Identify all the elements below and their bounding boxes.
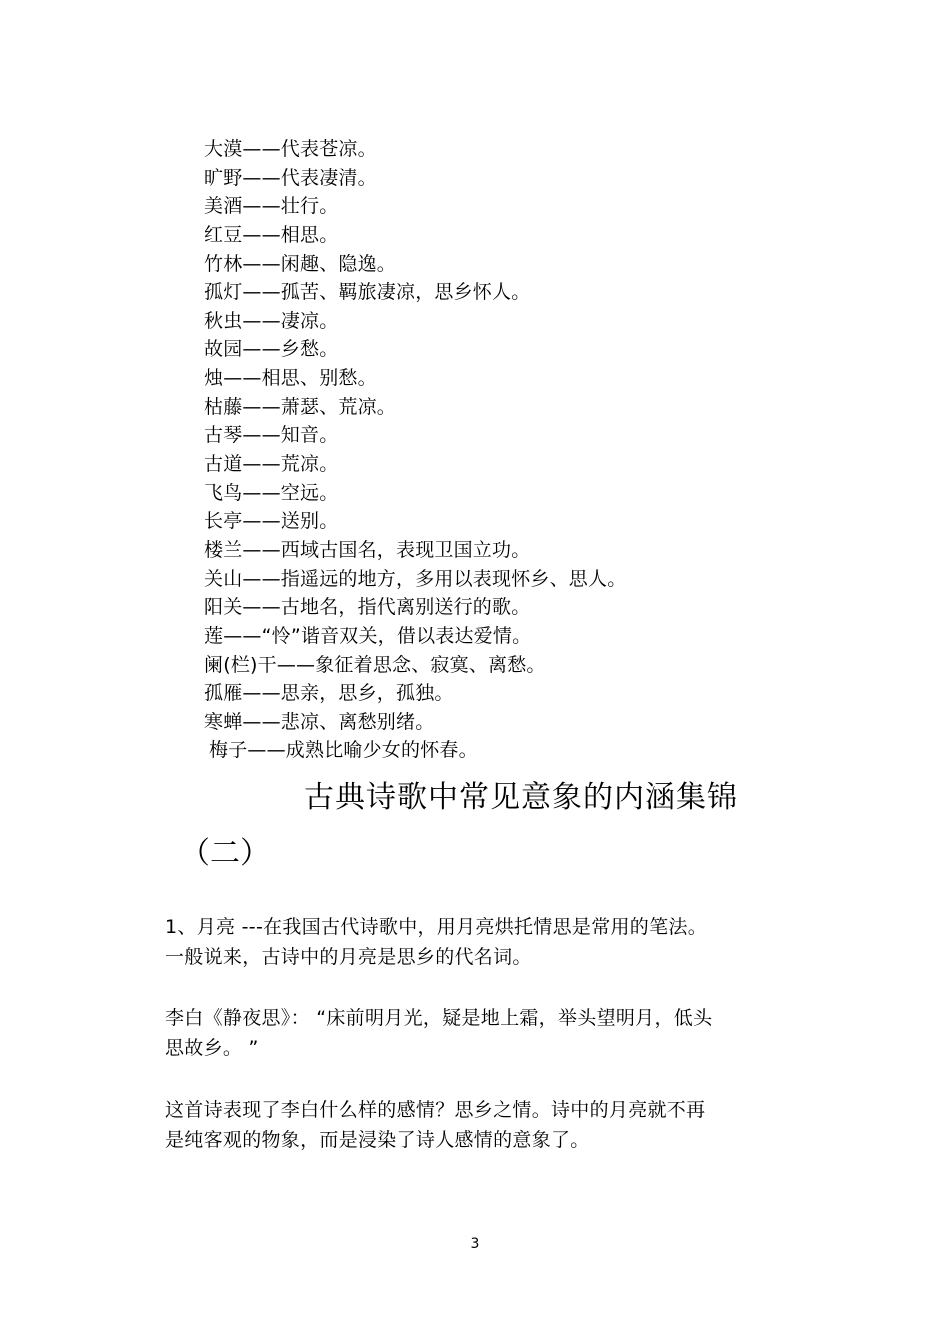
section-subtitle: （二） xyxy=(180,836,270,871)
imagery-list xyxy=(204,135,626,765)
list-item: 飞鸟——空远。 xyxy=(204,481,339,504)
list-item: 古琴——知音。 xyxy=(204,424,339,447)
paragraph-line: 思故乡。 ” xyxy=(165,1037,259,1059)
list-item: 红豆——相思。 xyxy=(204,223,339,246)
list-item: 竹林——闲趣、隐逸。 xyxy=(204,252,397,275)
paragraph-line: 一般说来，古诗中的月亮是思乡的代名词。 xyxy=(165,946,532,968)
paragraph-moon-intro xyxy=(165,912,775,972)
page-number: 3 xyxy=(470,1236,480,1252)
list-item: 寒蝉——悲凉、离愁别绪。 xyxy=(204,710,435,733)
list-item: 古道——荒凉。 xyxy=(204,453,339,476)
list-item: 关山——指遥远的地方，多用以表现怀乡、思人。 xyxy=(204,567,627,590)
list-item: 旷野——代表凄清。 xyxy=(204,166,377,189)
list-item: 孤雁——思亲，思乡，孤独。 xyxy=(204,682,454,705)
paragraph-line: 李白《静夜思》： “床前明月光，疑是地上霜，举头望明月，低头 xyxy=(165,1007,713,1029)
paragraph-line: 是纯客观的物象，而是浸染了诗人感情的意象了。 xyxy=(165,1129,590,1151)
list-item: 孤灯——孤苦、羁旅凄凉，思乡怀人。 xyxy=(204,281,531,304)
list-item: 美酒——壮行。 xyxy=(204,195,339,218)
list-item: 故园——乡愁。 xyxy=(204,338,339,361)
list-item: 莲——“怜”谐音双关，借以表达爱情。 xyxy=(204,624,532,647)
list-item: 秋虫——凄凉。 xyxy=(204,309,339,332)
list-item: 阑(栏)干——象征着思念、寂寞、离愁。 xyxy=(204,653,546,676)
list-item: 枯藤——萧瑟、荒凉。 xyxy=(204,395,397,418)
list-item: 梅子——成熟比喻少女的怀春。 xyxy=(209,739,478,762)
list-item: 楼兰——西域古国名，表现卫国立功。 xyxy=(204,538,531,561)
list-item: 阳关——古地名，指代离别送行的歌。 xyxy=(204,596,531,619)
paragraph-line: 这首诗表现了李白什么样的感情？思乡之情。诗中的月亮就不再 xyxy=(165,1099,706,1121)
section-title: 古典诗歌中常见意象的内涵集锦 xyxy=(304,780,738,815)
list-item: 长亭——送别。 xyxy=(204,510,339,533)
list-item: 大漠——代表苍凉。 xyxy=(204,138,377,160)
paragraph-line: 1、月亮 ---在我国古代诗歌中，用月亮烘托情思是常用的笔法。 xyxy=(165,916,707,938)
list-item: 烛——相思、别愁。 xyxy=(204,367,377,390)
paragraph-poem-quote xyxy=(165,1003,775,1063)
paragraph-analysis xyxy=(165,1095,775,1155)
